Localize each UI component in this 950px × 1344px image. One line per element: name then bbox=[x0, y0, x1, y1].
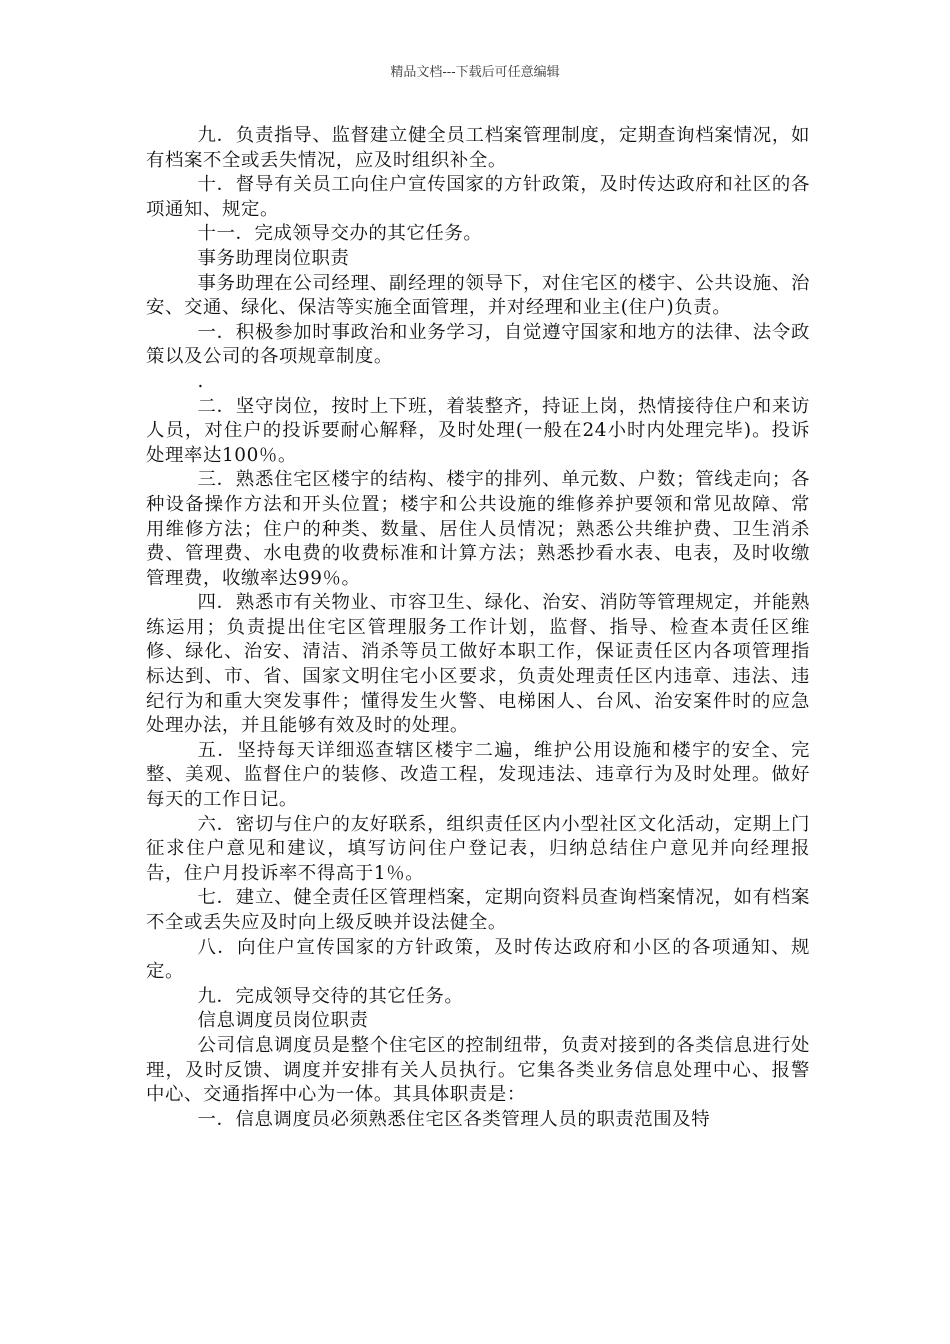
paragraph: 四．熟悉市有关物业、市容卫生、绿化、治安、消防等管理规定，并能熟练运用；负责提出住宅区管理服务工作计划，监督、指导、检查本责任区维修、绿化、治安、清洁、消杀等员工做好本职工作，保证责任区内各项管理指标达到、市、省、国家文明住宅小区要求，负责处理责任区内违章、违法、违纪行为和重大突发事件；懂得发生火警、电梯困人、台风、治安案件时的应急处理办法，并且能够有效及时的处理。 bbox=[146, 592, 810, 737]
section-title: 事务助理岗位职责 bbox=[197, 247, 350, 269]
paragraph: 公司信息调度员是整个住宅区的控制纽带，负责对接到的各类信息进行处理，及时反馈、调度并安排有关人员执行。它集各类业务信息处理中心、报警中心、交通指挥中心为一体。其具体职责是： bbox=[146, 1034, 810, 1106]
paragraph: 七．建立、健全责任区管理档案，定期向资料员查询档案情况，如有档案不全或丢失应及时向上级反映并设法健全。 bbox=[146, 887, 810, 933]
paragraph: 五．坚持每天详细巡查辖区楼宇二遍，维护公用设施和楼宇的安全、完整、美观、监督住户的装修、改造工程，发现违法、违章行为及时处理。做好每天的工作日记。 bbox=[146, 739, 810, 811]
paragraph: 八．向住户宣传国家的方针政策，及时传达政府和小区的各项通知、规定。 bbox=[146, 936, 810, 983]
paragraph: 一．信息调度员必须熟悉住宅区各类管理人员的职责范围及特 bbox=[197, 1108, 711, 1130]
paragraph: 九．负责指导、监督建立健全员工档案管理制度，定期查询档案情况，如有档案不全或丢失情况，应及时组织补全。 bbox=[146, 125, 810, 171]
paragraph: 一．积极参加时事政治和业务学习，自觉遵守国家和地方的法律、法令政策以及公司的各项规章制度。 bbox=[146, 321, 810, 368]
paragraph: 九．完成领导交待的其它任务。 bbox=[197, 985, 464, 1007]
paragraph: 二．坚守岗位，按时上下班，着装整齐，持证上岗，热情接待住户和来访人员，对住户的投诉要耐心解释，及时处理(一般在24小时内处理完毕)。投诉处理率达100％。 bbox=[146, 395, 810, 466]
paragraph: 十一．完成领导交办的其它任务。 bbox=[197, 223, 483, 245]
paragraph: . bbox=[197, 370, 204, 392]
paragraph: 三．熟悉住宅区楼宇的结构、楼宇的排列、单元数、户数；管线走向；各种设备操作方法和开头位置；楼宇和公共设施的维修养护要领和常见故障、常用维修方法；住户的种类、数量、居住人员情况；熟悉公共维护费、卫生消杀费、管理费、水电费的收费标准和计算方法；熟悉抄看水表、电表，及时收缴管理费，收缴率达99％。 bbox=[146, 469, 810, 589]
document-body bbox=[146, 124, 810, 1132]
section-title: 信息调度员岗位职责 bbox=[197, 1010, 369, 1032]
page-header: 精品文档---下载后可任意编辑 bbox=[390, 65, 560, 80]
paragraph: 六．密切与住户的友好联系，组织责任区内小型社区文化活动，定期上门征求住户意见和建议，填写访问住户登记表，归纳总结住户意见并向经理报告，住户月投诉率不得高于1％。 bbox=[146, 813, 810, 884]
paragraph: 事务助理在公司经理、副经理的领导下，对住宅区的楼宇、公共设施、治安、交通、绿化、保洁等实施全面管理，并对经理和业主(住户)负责。 bbox=[146, 272, 810, 319]
paragraph: 十．督导有关员工向住户宣传国家的方针政策，及时传达政府和社区的各项通知、规定。 bbox=[146, 174, 810, 220]
